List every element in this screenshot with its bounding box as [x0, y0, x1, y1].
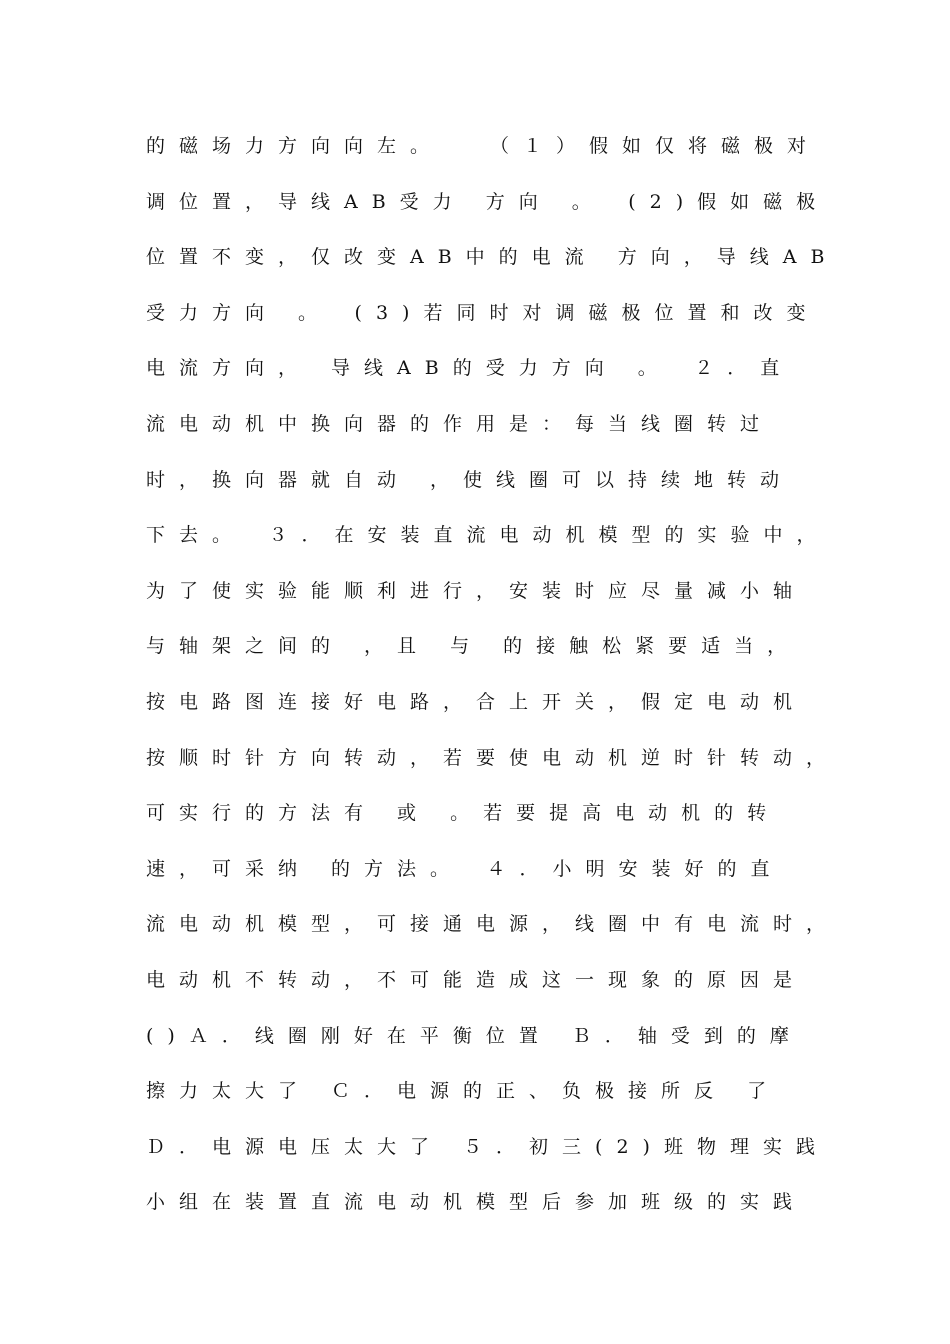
text-line-8: 下去。 ３．在安装直流电动机模型的实验中，: [146, 524, 830, 547]
text-line-9: 为了使实验能顺利进行，安装时应尽量减小轴: [146, 579, 807, 602]
text-line-11: 按电路图连接好电路，合上开关，假定电动机: [146, 690, 807, 713]
text-line-7: 时，换向器就自动 ，使线圈可以持续地转动: [146, 468, 794, 491]
text-line-10: 与轴架之间的 ，且 与 的接触松紧要适当，: [146, 635, 801, 658]
text-line-14: 速，可采纳 的方法。 ４．小明安装好的直: [146, 857, 784, 880]
text-line-1: 的磁场力方向向左。 （１）假如仅将磁极对: [146, 135, 821, 157]
text-line-16: 电动机不转动，不可能造成这一现象的原因是: [146, 968, 807, 991]
text-line-18: 擦力太大了 Ｃ．电源的正、负极接所反 了: [146, 1080, 781, 1103]
text-line-20: 小组在装置直流电动机模型后参加班级的实践: [146, 1191, 807, 1214]
text-line-13: 可实行的方法有 或 。若要提高电动机的转: [146, 802, 781, 825]
text-line-6: 流电动机中换向器的作用是：每当线圈转过: [146, 412, 774, 435]
text-line-5: 电流方向， 导线AB的受力方向 。 ２．直: [146, 357, 794, 380]
text-line-17: ()Ａ．线圈刚好在平衡位置 Ｂ．轴受到的摩: [146, 1024, 803, 1047]
body-text: [146, 126, 846, 1238]
text-line-3: 位置不变，仅改变AB中的电流 方向，导线AB: [146, 246, 839, 269]
text-line-15: 流电动机模型，可接通电源，线圈中有电流时，: [146, 913, 840, 936]
text-line-4: 受力方向 。 (3)若同时对调磁极位置和改变: [146, 301, 820, 324]
text-line-2: 调位置，导线AB受力 方向 。 (2)假如磁极: [146, 190, 830, 213]
text-line-12: 按顺时针方向转动，若要使电动机逆时针转动，: [146, 746, 840, 769]
text-line-19: Ｄ．电源电压太大了 ５．初三(2)班物理实践: [146, 1135, 829, 1158]
